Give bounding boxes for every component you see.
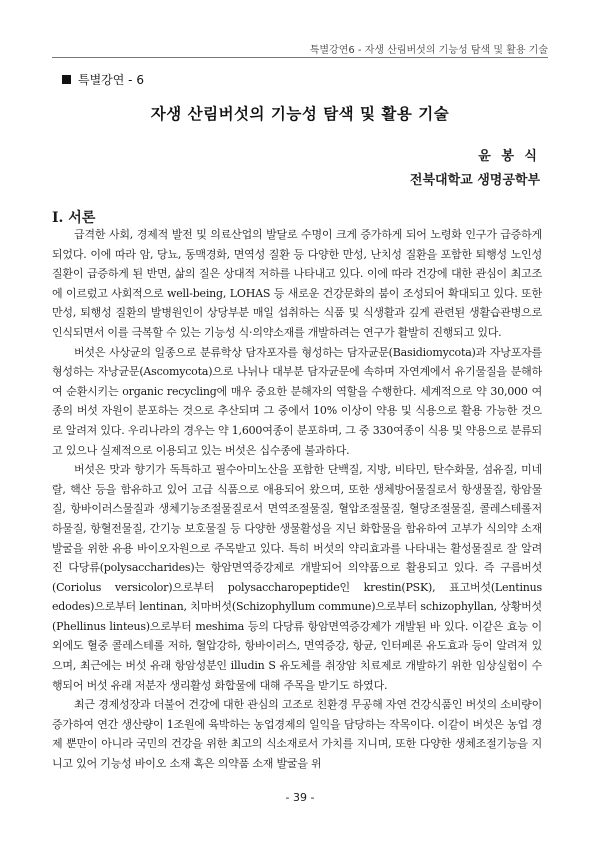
header-rule [52,57,548,58]
body-text [52,225,542,774]
square-bullet-icon [62,75,71,84]
author-affiliation: 전북대학교 생명공학부 [409,173,540,188]
section-tag [62,71,144,88]
running-header: 특별강연6 - 자생 산림버섯의 기능성 탐색 및 활용 기술 [309,45,548,56]
paragraph-3: 버섯은 맛과 향기가 독특하고 필수아미노산을 포함한 단백질, 지방, 비타민, 탄수화물, 섬유질, 미네랄, 핵산 등을 함유하고 있어 고급 식품으로 애용되어 왔으며, 또한 생체방어물질로서 항생물질, 항암물질, 항바이러스물질과 생체기능조절물질로서 면역조절물질, 혈압조절물질, 혈당조절물질, 콜레스테롤저하물질, 항혈전물질, 간기능 보호물질 등 다양한 생물활성을 지닌 화합물을 함유하여 고부가 식의약 소재 발굴을 위한 유용 바이오자원으로 주목받고 있다. 특히 버섯의 약리효과를 나타내는 활성물질로 잘 알려진 다당류(polysaccharides)는 항암면역증강제로 개발되어 의약품으로 활용되고 있다. 즉 구름버섯(Coriolus versicolor)으로부터 polysaccharopeptide인 krestin(PSK), 표고버섯(Lentinus edodes)으로부터 lentinan, 치마버섯(Schizophyllum commune)으로부터 schizophyllan, 상황버섯(Phellinus linteus)으로부터 meshima 등의 다당류 항암면역증강제가 개발된 바 있다. 이같은 효능 이 외에도 혈중 콜레스테롤 저하, 혈압강하, 항바이러스, 면역증강, 항균, 인터페론 유도효과 등이 알려져 있으며, 최근에는 버섯 유래 항암성분인 illudin S 유도체를 취장암 치료제로 개발하기 위한 임상실험이 수행되어 버섯 유래 저분자 생리활성 화합물에 대해 주목을 받기도 하였다. [52,463,542,692]
section-tag-label: 특별강연 - 6 [78,73,144,87]
page-number: - 39 - [285,791,315,804]
paragraph-2: 버섯은 사상균의 일종으로 분류학상 담자포자를 형성하는 담자균문(Basidiomycota)과 자낭포자를 형성하는 자낭균문(Ascomycota)으로 나뉘나 대부분 담자균문에 속하며 자연계에서 유기물질을 분해하여 순환시키는 organic recycling에 매우 중요한 분해자의 역할을 수행한다. 세계적으로 약 30,000 여종의 버섯 자원이 분포하는 것으로 추산되며 그 중에서 10% 이상이 약용 및 식용으로 활용 가능한 것으로 알려져 있다. 우리나라의 경우는 약 1,600여종이 분포하며, 그 중 330여종이 식용 및 약용으로 분류되고 있으나 실제적으로 이용되고 있는 버섯은 십수종에 불과하다. [52,345,542,457]
paper-title: 자생 산림버섯의 기능성 탐색 및 활용 기술 [150,104,450,123]
paragraph-1: 급격한 사회, 경제적 발전 및 의료산업의 발달로 수명이 크게 증가하게 되어 노령화 인구가 급증하게 되었다. 이에 따라 암, 당뇨, 동맥경화, 면역성 질환 등 다양한 만성, 난치성 질환을 포함한 퇴행성 노인성 질환이 급증하게 된 반면, 삶의 질은 상대적 저하를 나타내고 있다. 이에 따라 건강에 대한 관심이 최고조에 이르렀고 사회적으로 well-being, LOHAS 등 새로운 건강문화의 붐이 조성되어 확대되고 있다. 또한 만성, 퇴행성 질환의 발병원인이 상당부분 매일 섭취하는 식품 및 식생활과 깊게 관련된 생활습관병으로 인식되면서 이를 극복할 수 있는 기능성 식·의약소재를 개발하려는 연구가 활발히 진행되고 있다. [52,228,542,339]
author-name: 윤 봉 식 [478,149,540,164]
section-heading: Ⅰ. 서론 [52,210,96,226]
paragraph-4: 최근 경제성장과 더불어 건강에 대한 관심의 고조로 친환경 무공해 자연 건강식품인 버섯의 소비량이 증가하여 연간 생산량이 1조원에 육박하는 농업경제의 일익을 담당하는 작목이다. 이같이 버섯은 농업 경제 뿐만이 아니라 국민의 건강을 위한 최고의 식소재로서 가치를 지니며, 또한 다양한 생체조절기능을 지니고 있어 기능성 바이오 소재 혹은 의약품 소재 발굴을 위 [52,698,542,771]
